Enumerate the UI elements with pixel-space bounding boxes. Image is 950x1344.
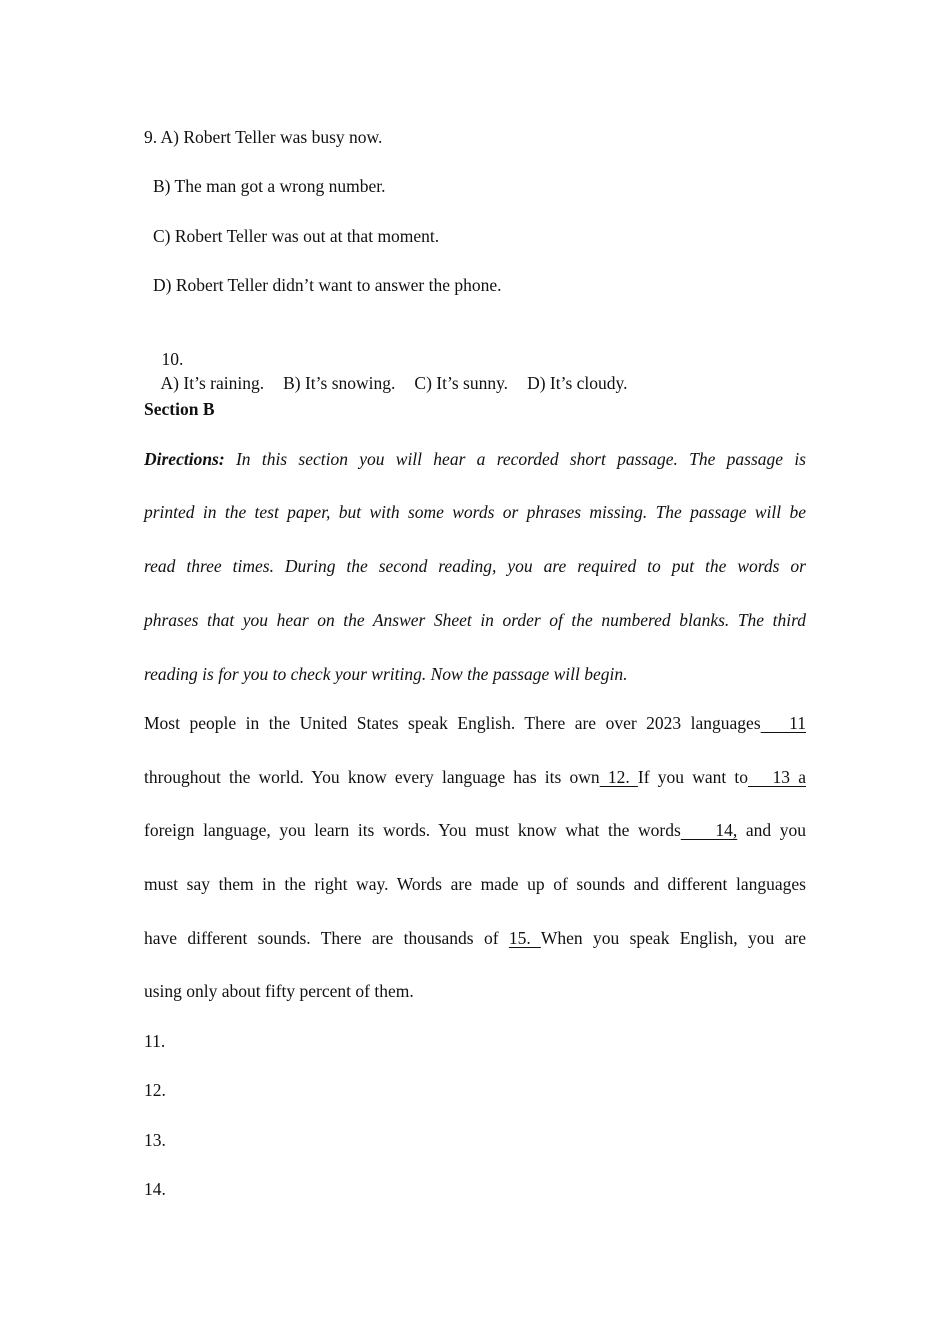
answer-line-13: 13. (144, 1130, 166, 1150)
blank-11: 11 (760, 713, 806, 733)
directions-line-4: phrases that you hear on the Answer Sheet in order of the numbered blanks. The third (144, 610, 806, 630)
answer-line-11: 11. (144, 1031, 166, 1051)
q10-option-d: D) It’s cloudy. (527, 373, 628, 393)
answer-line-12: 12. (144, 1080, 166, 1100)
directions-line-5: reading is for you to check your writing. Now the passage will begin. (144, 664, 628, 684)
directions-line-1: Directions: In this section you will hear a recorded short passage. The passage is (144, 449, 806, 469)
directions-line-3: read three times. During the second reading, you are required to put the words or (144, 556, 806, 576)
blank-14: 14, (680, 820, 738, 840)
q10-option-b: B) It’s snowing. (283, 373, 396, 393)
answer-line-14: 14. (144, 1179, 166, 1199)
passage-line-5: have different sounds. There are thousands of 15. When you speak English, you are (144, 928, 806, 948)
blank-12: 12. (599, 767, 638, 787)
q9-option-c: C) Robert Teller was out at that moment. (153, 226, 440, 246)
passage-line-1: Most people in the United States speak English. There are over 2023 languages 11 (144, 713, 806, 733)
blank-13: 13 a (748, 767, 806, 787)
passage-line-6: using only about fifty percent of them. (144, 981, 414, 1001)
blank-15: 15. (508, 928, 541, 948)
passage-line-4: must say them in the right way. Words are made up of sounds and different languages (144, 874, 806, 894)
q10-option-a: A) It’s raining. (160, 373, 265, 393)
q10-option-c: C) It’s sunny. (414, 373, 509, 393)
q9-option-a: 9. A) Robert Teller was busy now. (144, 127, 383, 147)
passage-line-2: throughout the world. You know every language has its own 12. If you want to 13 a (144, 767, 806, 787)
q10-options (144, 323, 628, 419)
q9-option-b: B) The man got a wrong number. (153, 176, 386, 196)
q10-number: 10. (161, 349, 184, 369)
directions-label: Directions: (144, 449, 225, 469)
directions-line-2: printed in the test paper, but with some words or phrases missing. The passage will be (144, 502, 806, 522)
section-b-heading: Section B (144, 399, 215, 419)
q9-option-d: D) Robert Teller didn’t want to answer the phone. (153, 275, 502, 295)
passage-line-3: foreign language, you learn its words. You must know what the words 14, and you (144, 820, 806, 840)
